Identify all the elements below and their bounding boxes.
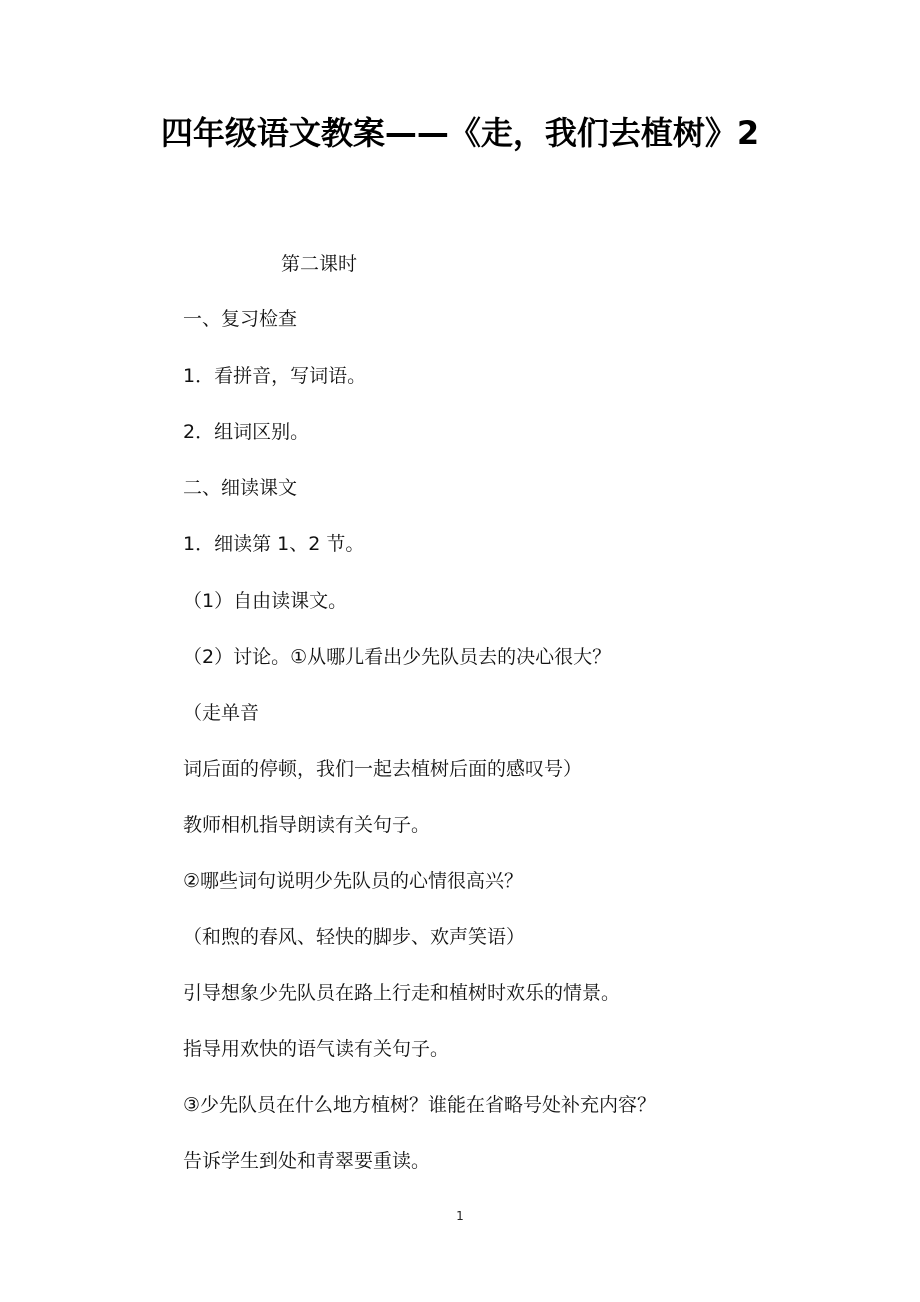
paragraph-line: 教师相机指导朗读有关句子。 (183, 814, 431, 836)
paragraph-line: ②哪些词句说明少先队员的心情很高兴？ (183, 870, 524, 892)
list-item: 2．组词区别。 (183, 421, 310, 443)
document-title: 四年级语文教案——《走，我们去植树》2 (160, 114, 760, 152)
page-number: 1 (456, 1209, 464, 1223)
list-item: （1）自由读课文。 (183, 590, 348, 612)
list-item: （2）讨论。①从哪儿看出少先队员去的决心很大？ (183, 646, 612, 668)
paragraph-line: （和煦的春风、轻快的脚步、欢声笑语） (183, 926, 526, 948)
paragraph-line: ③少先队员在什么地方植树？谁能在省略号处补充内容？ (183, 1094, 657, 1116)
lesson-period-heading: 第二课时 (281, 253, 358, 275)
list-item: 1．看拼音，写词语。 (183, 365, 367, 387)
list-item: 1．细读第 1、2 节。 (183, 533, 365, 555)
section-heading-review: 一、复习检查 (183, 308, 298, 330)
section-heading-reading: 二、细读课文 (183, 477, 298, 499)
paragraph-line: 词后面的停顿，我们一起去植树后面的感叹号） (183, 758, 583, 780)
paragraph-line: 指导用欢快的语气读有关句子。 (183, 1038, 450, 1060)
paragraph-line: 引导想象少先队员在路上行走和植树时欢乐的情景。 (183, 982, 621, 1004)
paragraph-line: 告诉学生到处和青翠要重读。 (183, 1150, 431, 1172)
paragraph-line: （走单音 (183, 702, 260, 724)
